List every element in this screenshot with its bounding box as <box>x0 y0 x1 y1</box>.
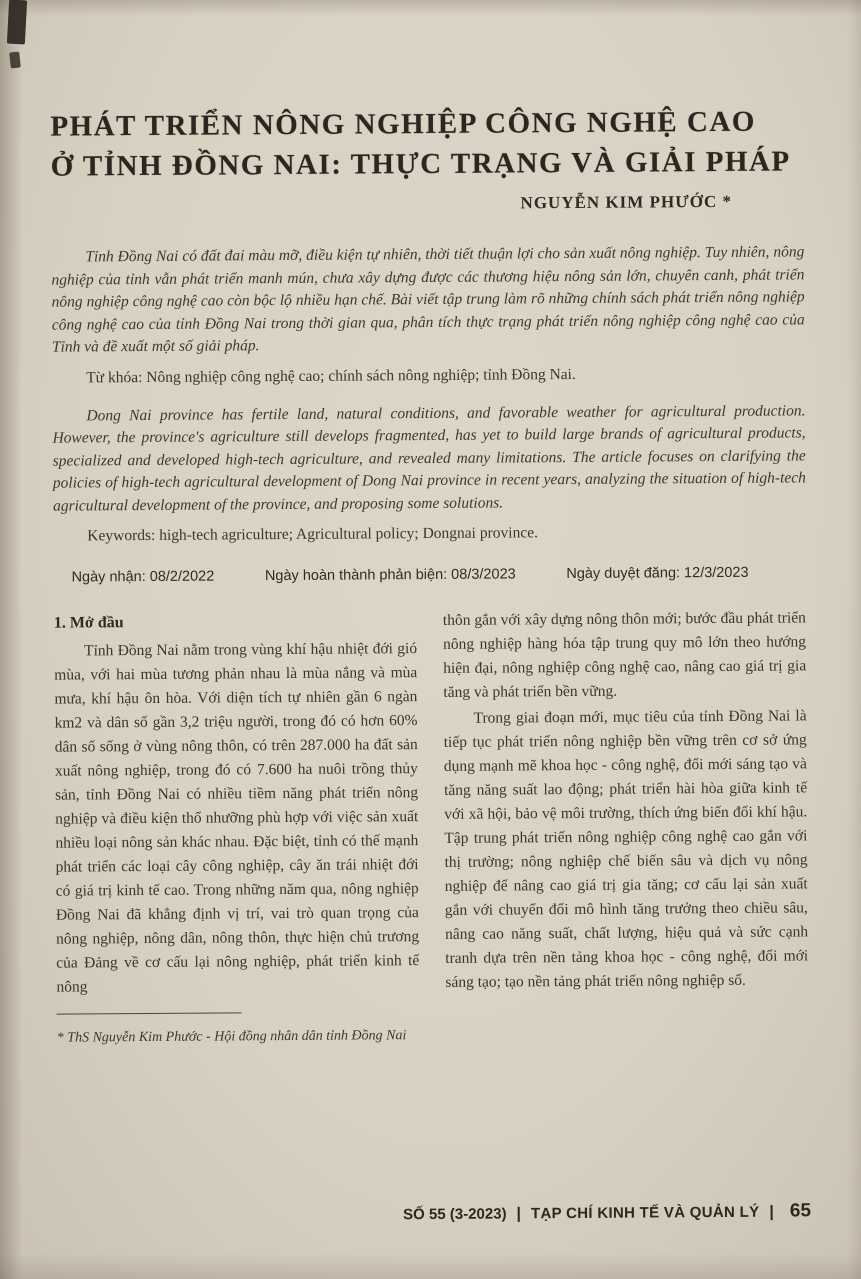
page-title-line-2: Ở TỈNH ĐỒNG NAI: THỰC TRẠNG VÀ GIẢI PHÁP <box>50 145 791 183</box>
date-accepted: Ngày duyệt đăng: 12/3/2023 <box>566 564 749 583</box>
page-title-line-1: PHÁT TRIỂN NÔNG NGHIỆP CÔNG NGHỆ CAO <box>50 105 757 143</box>
footer-page-number: 65 <box>789 1200 812 1222</box>
footnote-divider <box>57 1012 242 1014</box>
footer-journal-title: TẠP CHÍ KINH TẾ VÀ QUẢN LÝ <box>530 1203 760 1223</box>
manuscript-dates-row <box>53 558 806 585</box>
abstract-vietnamese: Tỉnh Đồng Nai có đất đai màu mỡ, điều kiện tự nhiên, thời tiết thuận lợi cho sản xuất nông nghiệp. Tuy nhiên, nông nghiệp của tỉnh vẫn phát triển manh mún, chưa xây dựng được các thương hiệu nông sản lớn, chuyên canh, phát triển nông nghiệp công nghệ cao còn bộc lộ nhiều hạn chế. Bài viết tập trung làm rõ những chính sách phát triển nông nghiệp công nghệ cao của tỉnh Đồng Nai trong thời gian qua, phân tích thực trạng phát triển nông nghiệp công nghệ cao của Tỉnh và đề xuất một số giải pháp. <box>51 243 805 356</box>
footer-separator-2: | <box>769 1203 774 1221</box>
abstract-english: Dong Nai province has fertile land, natural conditions, and favorable weather for agricultural production. However, the province's agriculture still develops fragmented, has yet to build large brands of agricultural products, specialized and developed high-tech agriculture, and revealed many limitations. The article focuses on clarifying the policies of high-tech agricultural development of Dong Nai province in recent years, analyzing the situation of high-tech agricultural development of the province, and proposing some solutions. <box>52 401 806 515</box>
two-column-body <box>54 606 810 1062</box>
right-column-paragraph-1: thôn gắn với xây dựng nông thôn mới; bước đầu phát triển nông nghiệp hàng hóa tập trung quy mô lớn theo hướng hiện đại, nông nghiệp công nghệ cao, nâng cao giá trị gia tăng và phát triển bền vững. <box>442 609 807 701</box>
left-column-paragraph: Tỉnh Đồng Nai nằm trong vùng khí hậu nhiệt đới gió mùa, với hai mùa tương phản nhau là mùa nắng và mùa mưa, khí hậu ôn hòa. Với diện tích tự nhiên gần 6 ngàn km2 và dân số gần 3,2 triệu người, trong đó có hơn 60% dân số sống ở vùng nông thôn, có trên 287.000 ha đất sản xuất nông nghiệp, trong đó có 7.600 ha nuôi trồng thủy sản, tỉnh Đồng Nai có nhiều tiềm năng phát triển nông nghiệp và điều kiện thổ nhưỡng phù hợp với việc sản xuất nhiều loại nông sản khác nhau. Đặc biệt, tỉnh có thế mạnh phát triển các loại cây công nghiệp, cây ăn trái nhiệt đới có giá trị kinh tế cao. Trong những năm qua, nông nghiệp Đồng Nai đã khẳng định vị trí, vai trò quan trọng của nông nghiệp, nông dân, nông thôn, thực hiện chủ trương của Đảng về cơ cấu lại nông nghiệp, phát triển kinh tế nông <box>54 640 420 996</box>
page-title <box>50 101 804 186</box>
left-column <box>54 609 420 1063</box>
author-footnote: * ThS Nguyễn Kim Phước - Hội đồng nhân dân tỉnh Đồng Nai <box>56 1028 407 1046</box>
date-received: Ngày nhận: 08/2/2022 <box>71 568 215 586</box>
footer-issue-number: SỐ 55 (3-2023) <box>403 1205 507 1224</box>
page-footer <box>403 1200 811 1225</box>
section-1-heading: 1. Mở đầu <box>53 614 124 632</box>
right-column <box>443 606 809 1060</box>
date-review-completed: Ngày hoàn thành phản biện: 08/3/2023 <box>264 566 516 585</box>
right-column-paragraph-2: Trong giai đoạn mới, mục tiêu của tỉnh Đồng Nai là tiếp tục phát triển nông nghiệp bền vững trên cơ sở ứng dụng mạnh mẽ khoa học - công nghệ, đổi mới sáng tạo và tăng năng suất lao động; phát triển hài hòa giữa kinh tế với xã hội, bảo vệ môi trường, thích ứng biến đổi khí hậu. Tập trung phát triển nông nghiệp công nghệ cao gắn với thị trường; nông nghiệp chế biến sâu và dịch vụ nông nghiệp để nâng cao giá trị gia tăng; cơ cấu lại sản xuất gắn với chuyển đổi mô hình tăng trưởng theo chiều sâu, nâng cao năng suất, chất lượng, hiệu quả và sức cạnh tranh dựa trên nền tảng khoa học - công nghệ, đổi mới sáng tạo; tạo nền tảng phát triển nông nghiệp số. <box>443 707 809 991</box>
keywords-vietnamese: Từ khóa: Nông nghiệp công nghệ cao; chính sách nông nghiệp; tỉnh Đồng Nai. <box>86 365 576 386</box>
footer-separator-1: | <box>516 1205 522 1223</box>
keywords-english: Keywords: high-tech agriculture; Agricultural policy; Dongnai province. <box>87 524 538 545</box>
author-name: NGUYỄN KIM PHƯỚC * <box>520 191 733 213</box>
